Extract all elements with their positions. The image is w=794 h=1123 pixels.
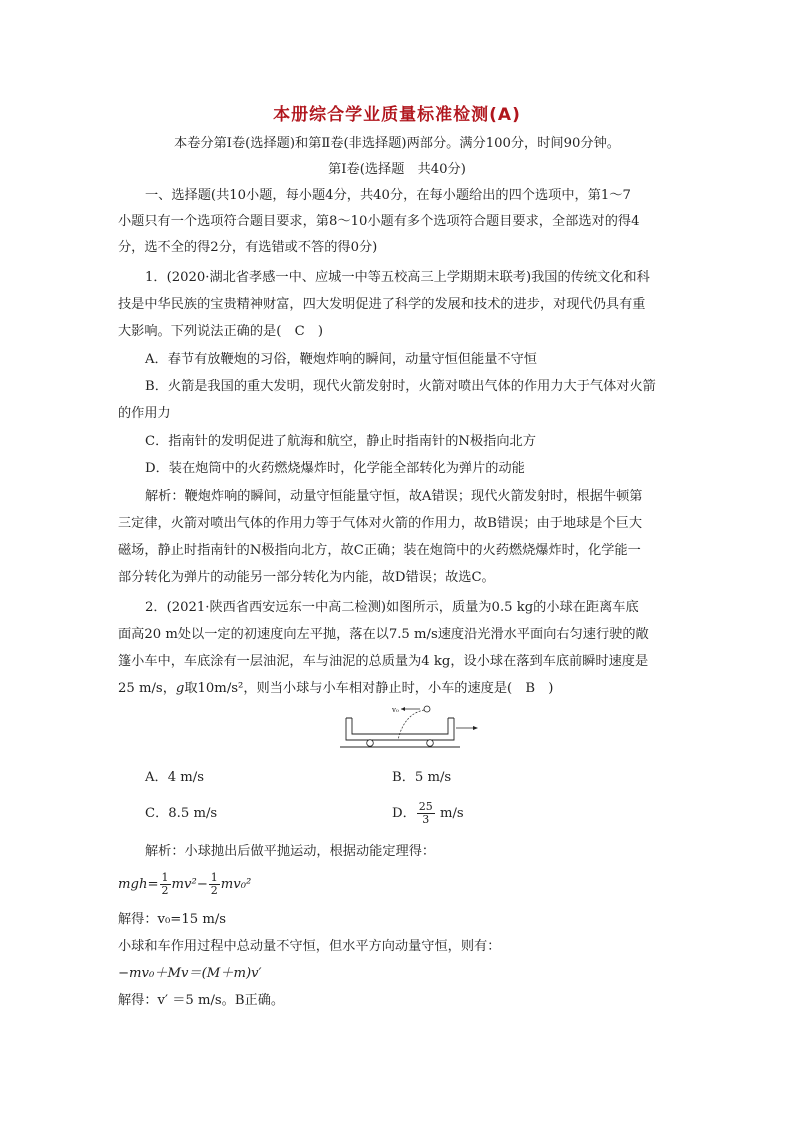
q2-stem-line: 2．(2021·陕西省西安远东一中高二检测)如图所示，质量为0.5 kg的小球在距离车底 (145, 600, 639, 615)
q2-stem-line: 篷小车中，车底涂有一层油泥，车与油泥的总质量为4 kg，设小球在落到车底前瞬时速度是 (118, 654, 649, 669)
q2-energy-equation (118, 868, 251, 902)
cart-body (346, 718, 454, 740)
q1-analysis-line: 磁场，静止时指南针的N极指向北方，故C正确；装在炮筒中的火药燃烧爆炸时，化学能一 (118, 543, 641, 558)
cart-velocity-arrow-head (473, 726, 478, 730)
q2-option-d (392, 796, 464, 832)
section-heading: 第Ⅰ卷(选择题 共40分) (328, 162, 466, 177)
fraction-numerator: 1 (210, 871, 218, 884)
q2-option-b: B．5 m/s (392, 770, 452, 785)
q1-option-a: A．春节有放鞭炮的习俗，鞭炮炸响的瞬间，动量守恒但能量不守恒 (145, 352, 537, 367)
q2-stem-part: 取10m/s²，则当小球与小车相对静止时，小车的速度是( B ) (184, 681, 554, 696)
q1-analysis-line: 解析：鞭炮炸响的瞬间，动量守恒能量守恒，故A错误；现代火箭发射时，根据牛顿第 (145, 489, 643, 504)
q2-momentum-equation (118, 964, 262, 984)
q2-analysis-line: 解析：小球抛出后做平抛运动，根据动能定理得： (145, 844, 436, 859)
cart-figure (340, 700, 490, 752)
q2-stem-line (118, 679, 553, 699)
q1-stem-line: 1．(2020·湖北省孝感一中、应城一中等五校高三上学期期末联考)我国的传统文化和科 (145, 270, 650, 285)
instruction-line: 一、选择题(共10小题，每小题4分，共40分，在每小题给出的四个选项中，第1～7 (145, 188, 631, 203)
fraction-numerator: 25 (418, 800, 433, 813)
equation-fraction (160, 872, 171, 897)
equation-term: mv²− (171, 877, 208, 892)
q1-option-c: C．指南针的发明促进了航海和航空，静止时指南针的N极指向北方 (145, 434, 536, 449)
q1-analysis-line: 部分转化为弹片的动能另一部分转化为内能，故D错误；故选C。 (118, 570, 495, 585)
q2-option-d-unit: m/s (439, 806, 464, 821)
equation-term: mv₀² (220, 877, 252, 892)
equation-lhs: mgh= (118, 877, 159, 892)
instruction-line: 小题只有一个选项符合题目要求，第8～10小题有多个选项符合题目要求，全部选对的得4 (118, 214, 640, 229)
v0-label: v₀ (392, 706, 399, 714)
q1-stem-line: 大影响。下列说法正确的是( C ) (118, 324, 324, 339)
q2-analysis-line: 小球和车作用过程中总动量不守恒，但水平方向动量守恒，则有： (118, 939, 501, 954)
fraction-numerator: 1 (161, 871, 169, 884)
trajectory-path (398, 710, 424, 740)
q2-stem-part: 25 m/s， (118, 681, 176, 696)
q2-analysis-line: 解得：v′ ＝5 m/s。B正确。 (118, 993, 285, 1008)
q2-stem-g: g (175, 681, 185, 696)
fraction-denominator: 2 (161, 884, 169, 897)
q1-analysis-line: 三定律，火箭对喷出气体的作用力等于气体对火箭的作用力，故B错误；由于地球是个巨大 (118, 516, 642, 531)
q2-analysis-line: 解得：v₀=15 m/s (118, 912, 227, 927)
q2-stem-line: 面高20 m处以一定的初速度向左平抛，落在以7.5 m/s速度沿光滑水平面向右匀速行驶的敞 (118, 627, 649, 642)
q2-option-a: A．4 m/s (145, 770, 205, 785)
instruction-line: 分，选不全的得2分，有选错或不答的得0分) (118, 240, 378, 255)
page-title: 本册综合学业质量标准检测(A) (273, 105, 521, 125)
equation-fraction (209, 872, 220, 897)
fraction-denominator: 3 (422, 813, 430, 826)
q1-option-d: D．装在炮筒中的火药燃烧爆炸时，化学能全部转化为弹片的动能 (145, 461, 525, 476)
ball (424, 706, 430, 712)
intro-line: 本卷分第Ⅰ卷(选择题)和第Ⅱ卷(非选择题)两部分。满分100分，时间90分钟。 (174, 136, 620, 151)
q1-option-b-cont: 的作用力 (118, 406, 171, 421)
q2-option-d-prefix: D． (392, 806, 416, 821)
velocity-arrow-head (401, 707, 405, 711)
q2-option-d-fraction (417, 801, 435, 826)
fraction-denominator: 2 (210, 884, 218, 897)
q2-option-c: C．8.5 m/s (145, 806, 218, 821)
momentum-equation-text: −mv₀＋Mv＝(M＋m)v′ (118, 966, 262, 981)
cart-wheel (427, 740, 434, 747)
cart-wheel (367, 740, 374, 747)
q1-stem-line: 技是中华民族的宝贵精神财富，四大发明促进了科学的发展和技术的进步，对现代仍具有重 (118, 297, 646, 312)
q1-option-b: B．火箭是我国的重大发明，现代火箭发射时，火箭对喷出气体的作用力大于气体对火箭 (145, 379, 656, 394)
